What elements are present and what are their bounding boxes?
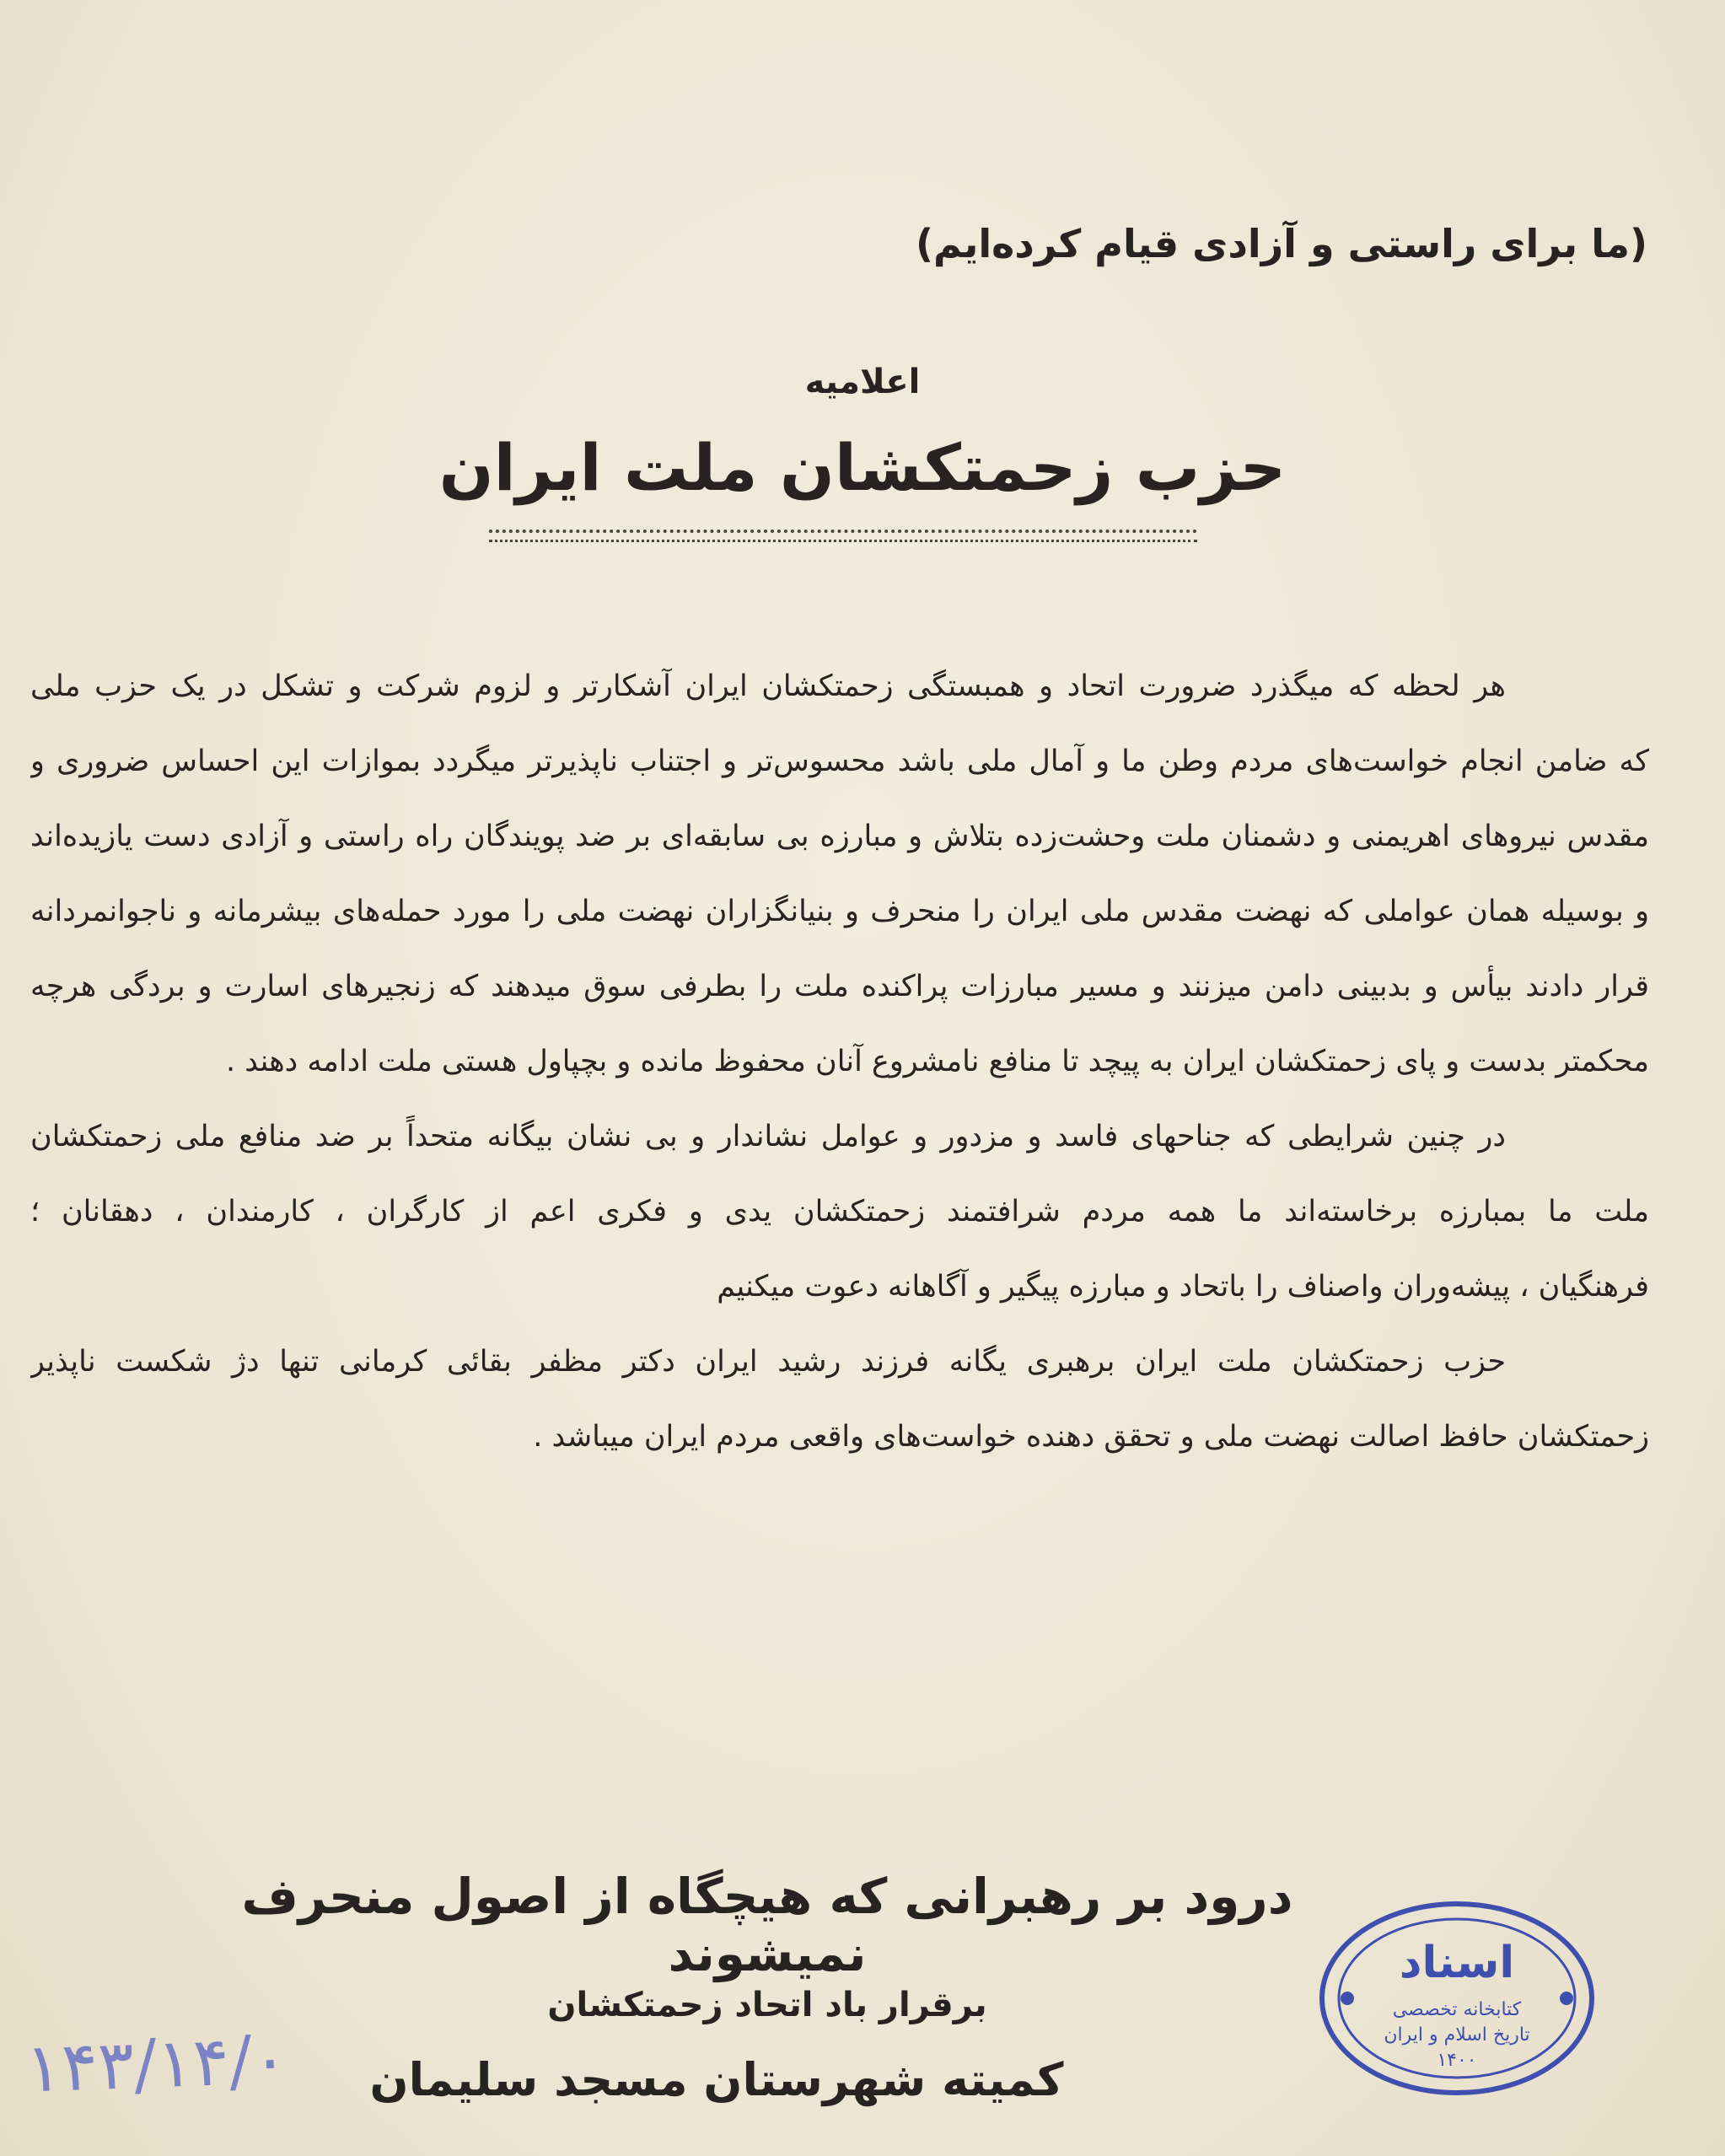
body-line: ملت ما بمبارزه برخاسته‌اند ما همه مردم شرافتمند زحمتکشان یدی و فکری اعم از کارگران ، کارمندان ، دهقانان ؛	[30, 1195, 1649, 1229]
stamp-ornament	[1560, 1992, 1573, 2005]
body-line: و بوسیله همان عواملی که نهضت مقدس ملی ایران را منحرف و بنیانگزاران نهضت ملی را مورد حمله‌های بیشرمانه و ناجوانمردانه	[30, 895, 1649, 928]
handwritten-archive-number: ۱۴۳/۱۴/۰	[24, 2019, 290, 2108]
stamp-ornament	[1341, 1992, 1354, 2005]
body-line: در چنین شرایطی که جناحهای فاسد و مزدور و عوامل نشاندار و بی نشان بیگانه متحداً بر ضد منافع ملی زحمتکشان	[30, 1120, 1506, 1153]
stamp-line: کتابخانه تخصصی	[1392, 1999, 1522, 2020]
stamp-word: اسناد	[1399, 1938, 1515, 1988]
statement-body	[30, 649, 1649, 1475]
body-line: قرار دادند بیأس و بدبینی دامن میزنند و مسیر مبارزات پراکنده ملت را بطرفی سوق میدهند که زنجیرهای اسارت و بردگی هرچه	[30, 970, 1649, 1003]
archive-stamp	[1314, 1893, 1600, 2104]
body-line: حزب زحمتکشان ملت ایران برهبری یگانه فرزند رشید ایران دکتر مظفر بقائی کرمانی تنها دژ شکست ناپذیر	[30, 1345, 1506, 1379]
long-live-line: برقرار باد اتحاد زحمتکشان	[547, 1986, 987, 2024]
body-line: که ضامن انجام خواست‌های مردم وطن ما و آمال ملی باشد محسوس‌تر و اجتناب ناپذیرتر میگردد بموازات این احساس ضروری و	[30, 745, 1649, 778]
title-underline-second	[489, 540, 1197, 542]
party-title: حزب زحمتکشان ملت ایران	[438, 430, 1287, 505]
salute-line: درود بر رهبرانی که هیچگاه از اصول منحرف نمیشوند	[241, 1868, 1293, 1982]
title-underline	[489, 530, 1197, 533]
motto: (ما برای راستی و آزادی قیام کرده‌ایم)	[915, 221, 1647, 266]
body-line: مقدس نیروهای اهریمنی و دشمنان ملت وحشت‌زده بتلاش و مبارزه بی سابقه‌ای بر ضد پویندگان راه راستی و آزادی دست یازیده‌اند	[30, 820, 1649, 853]
body-line: محکمتر بدست و پای زحمتکشان ایران به پیچد تا منافع نامشروع آنان محفوظ مانده و بچپاول هستی ملت ادامه دهند .	[226, 1045, 1649, 1078]
body-line: زحمتکشان حافظ اصالت نهضت ملی و تحقق دهنده خواست‌های واقعی مردم ایران میباشد .	[533, 1420, 1649, 1454]
body-line: فرهنگیان ، پیشه‌وران واصناف را باتحاد و مبارزه پیگیر و آگاهانه دعوت میکنیم	[717, 1270, 1649, 1304]
stamp-line: تاریخ اسلام و ایران	[1384, 2024, 1530, 2046]
body-line: هر لحظه که میگذرد ضرورت اتحاد و همبستگی زحمتکشان ایران آشکارتر و لزوم شرکت و تشکل در یک حزب ملی	[30, 669, 1506, 703]
committee-signature: کمیته شهرستان مسجد سلیمان	[369, 2053, 1064, 2106]
stamp-line: ۱۴۰۰	[1437, 2050, 1477, 2071]
document-type-label: اعلامیه	[804, 363, 921, 401]
